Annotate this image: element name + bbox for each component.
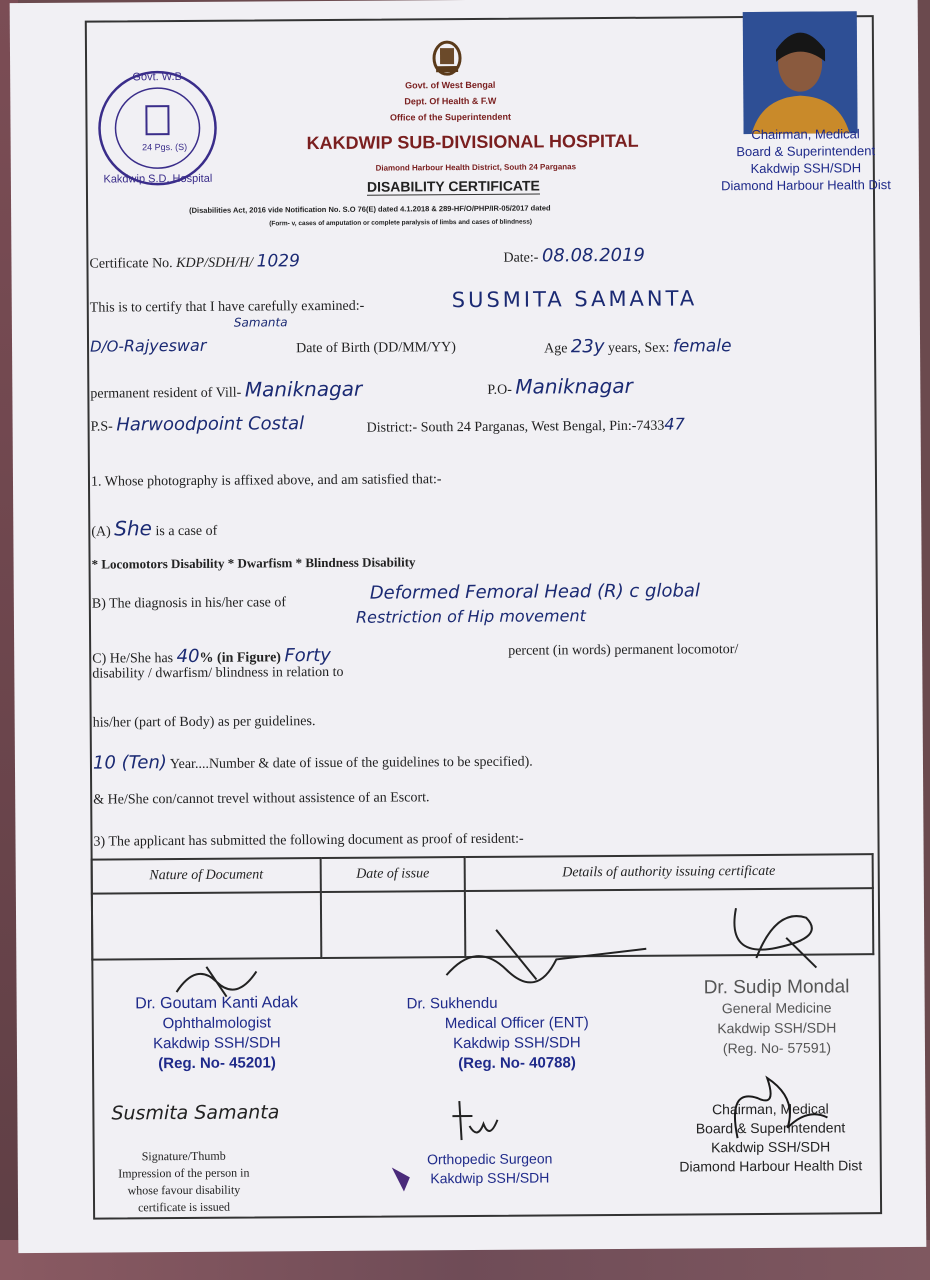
adak-role: Ophthalmologist (162, 1014, 272, 1033)
stamp-top-line3: Kakdwip SSH/SDH (750, 160, 862, 177)
father-name: Rajyeswar (123, 335, 207, 356)
sukhendu-reg: (Reg. No- 40788) (458, 1054, 576, 1073)
act-line: (Disabilities Act, 2016 vide Notification No. S.O 76(E) dated 4.1.2018 & 289-HF/O/PHP/IR-05/2017 dated (189, 203, 551, 215)
signature-chairman (707, 1067, 838, 1148)
header-dept: Dept. Of Health & F.W (404, 95, 497, 107)
chair-line1: Chairman, Medical (711, 1100, 829, 1118)
examined-label: This is to certify that I have carefully examined:- (89, 298, 365, 316)
table-header-date: Date of issue (321, 857, 465, 892)
years-row (93, 750, 533, 774)
cert-number-row (89, 251, 300, 272)
certificate-paper (10, 0, 927, 1253)
date-value: 08.08.2019 (541, 244, 646, 267)
item-a-row (91, 516, 217, 541)
item-a-pronoun: She (114, 516, 153, 541)
applicant-signature: Susmita Samanta (111, 1101, 280, 1125)
father-surname: Samanta (233, 315, 288, 330)
mondal-reg: (Reg. No- 57591) (722, 1039, 832, 1057)
caption-line-4: certificate is issued (138, 1199, 231, 1215)
caption-line-2: Impression of the person in (118, 1165, 250, 1181)
stamp-top-line4: Diamond Harbour Health Dist (720, 177, 891, 194)
chair-line2: Board & Superintendent (695, 1119, 846, 1137)
po-label: P.O- (487, 382, 512, 398)
applicant-photo (743, 11, 858, 134)
emblem-icon (430, 36, 464, 76)
table-header-nature: Nature of Document (92, 858, 321, 894)
signatory-mondal (656, 977, 897, 1059)
residence-row (90, 377, 362, 403)
signatory-sukhendu (397, 993, 638, 1075)
patient-name: SUSMITA SAMANTA (451, 286, 698, 313)
signatory-ortho (410, 1149, 570, 1188)
village-value: Maniknagar (244, 376, 363, 402)
age-row (544, 335, 732, 357)
item-1: 1. Whose photography is affixed above, and am satisfied that:- (90, 472, 442, 490)
caption-line-3: whose favour disability (127, 1182, 241, 1198)
sukhendu-name: Dr. Sukhendu (406, 994, 498, 1013)
form-line: (Form- v, cases of amputation or complete paralysis of limbs and cases of blindness) (269, 218, 533, 228)
mondal-role: General Medicine (721, 999, 832, 1017)
item-c-line3: his/her (part of Body) as per guidelines. (92, 714, 316, 731)
signatory-adak (92, 993, 343, 1075)
stamp-top-line2: Board & Superintendent (736, 143, 876, 160)
seal-middle-text: 24 Pgs. (S) (142, 141, 188, 153)
hospital-seal (94, 66, 221, 191)
escort-line: & He/She con/cannot trevel without assistence of an Escort. (93, 790, 430, 808)
adak-place: Kakdwip SSH/SDH (153, 1034, 281, 1053)
chair-line3: Kakdwip SSH/SDH (711, 1138, 831, 1156)
po-value: Maniknagar (515, 373, 633, 399)
ps-value: Harwoodpoint Costal (116, 413, 305, 436)
signature-ortho (447, 1096, 507, 1146)
age-label: Age (544, 341, 568, 357)
item-c-line2: disability / dwarfism/ blindness in relation to (92, 664, 344, 682)
applicant-caption (94, 1147, 274, 1216)
header-office: Office of the Superintendent (389, 111, 511, 123)
chair-line4: Diamond Harbour Health Dist (679, 1157, 863, 1175)
stamp-top (701, 125, 911, 194)
seal-top-text: Govt. W.B (132, 70, 182, 84)
adak-reg: (Reg. No- 45201) (158, 1054, 276, 1073)
ps-label: P.S- (90, 419, 113, 435)
item-c-percent-suffix: % (in Figure) (199, 650, 281, 666)
district-line: District:- South 24 Parganas, West Bengal, Pin:-7433 (366, 418, 665, 436)
item-b-label: B) The diagnosis in his/her case of (91, 595, 287, 612)
cert-number-label: Certificate No. (89, 256, 173, 272)
years-text: Year....Number & date of issue of the guidelines to be specified). (169, 754, 533, 773)
item-a-text: is a case of (155, 523, 218, 540)
mondal-place: Kakdwip SSH/SDH (717, 1019, 837, 1037)
sex-value: female (672, 336, 732, 357)
pin-suffix: 47 (664, 414, 685, 434)
ortho-role: Orthopedic Surgeon (427, 1150, 553, 1168)
sukhendu-place: Kakdwip SSH/SDH (453, 1034, 581, 1053)
cert-number-prefix: KDP/SDH/H/ (176, 255, 254, 272)
relation-row (90, 336, 206, 357)
years-value: 10 (Ten) (92, 752, 167, 774)
disability-categories: * Locomotors Disability * Dwarfism * Blindness Disability (91, 554, 416, 572)
mondal-name: Dr. Sudip Mondal (703, 976, 850, 999)
item-c-prefix: C) He/She has (92, 651, 174, 667)
age-value: 23y (570, 336, 605, 358)
signature-mondal (716, 897, 837, 978)
relation-label: D/O- (89, 337, 124, 356)
adak-name: Dr. Goutam Kanti Adak (135, 994, 299, 1013)
date-row (503, 245, 645, 267)
seal-bottom-text: Kakdwip S.D. Hospital (103, 172, 213, 186)
date-label: Date:- (503, 250, 539, 266)
item-a-prefix: (A) (91, 524, 111, 540)
ps-row (91, 413, 305, 435)
table-header-authority: Details of authority issuing certificate (465, 854, 873, 891)
caption-line-1: Signature/Thumb (141, 1148, 226, 1164)
item-c-percent: 40 (176, 645, 200, 668)
po-row (487, 374, 633, 399)
ortho-place: Kakdwip SSH/SDH (430, 1169, 550, 1187)
resident-label: permanent resident of Vill- (90, 385, 242, 402)
sukhendu-role: Medical Officer (ENT) (444, 1014, 589, 1033)
certificate-title: DISABILITY CERTIFICATE (366, 177, 540, 195)
header-govt: Govt. of West Bengal (405, 79, 496, 91)
table-cell-nature (92, 892, 321, 960)
item-c-words: Forty (284, 644, 331, 667)
stamp-top-line1: Chairman, Medical (751, 126, 860, 143)
item-c-tail: percent (in words) permanent locomotor/ (508, 642, 739, 659)
district-row (367, 414, 685, 436)
hospital-name: KAKDWIP SUB-DIVISIONAL HOSPITAL (306, 130, 639, 154)
cert-number-value: 1029 (256, 251, 300, 272)
dob-label: Date of Birth (DD/MM/YY) (296, 340, 456, 357)
signature-sukhendu (436, 919, 656, 991)
years-sex-label: years, Sex: (607, 340, 670, 357)
item-3: 3) The applicant has submitted the following document as proof of resident:- (93, 831, 524, 850)
header-district: Diamond Harbour Health District, South 24 Parganas (375, 162, 577, 173)
diagnosis-line-1: Deformed Femoral Head (R) c global (369, 580, 700, 604)
diagnosis-line-2: Restriction of Hip movement (355, 606, 586, 627)
